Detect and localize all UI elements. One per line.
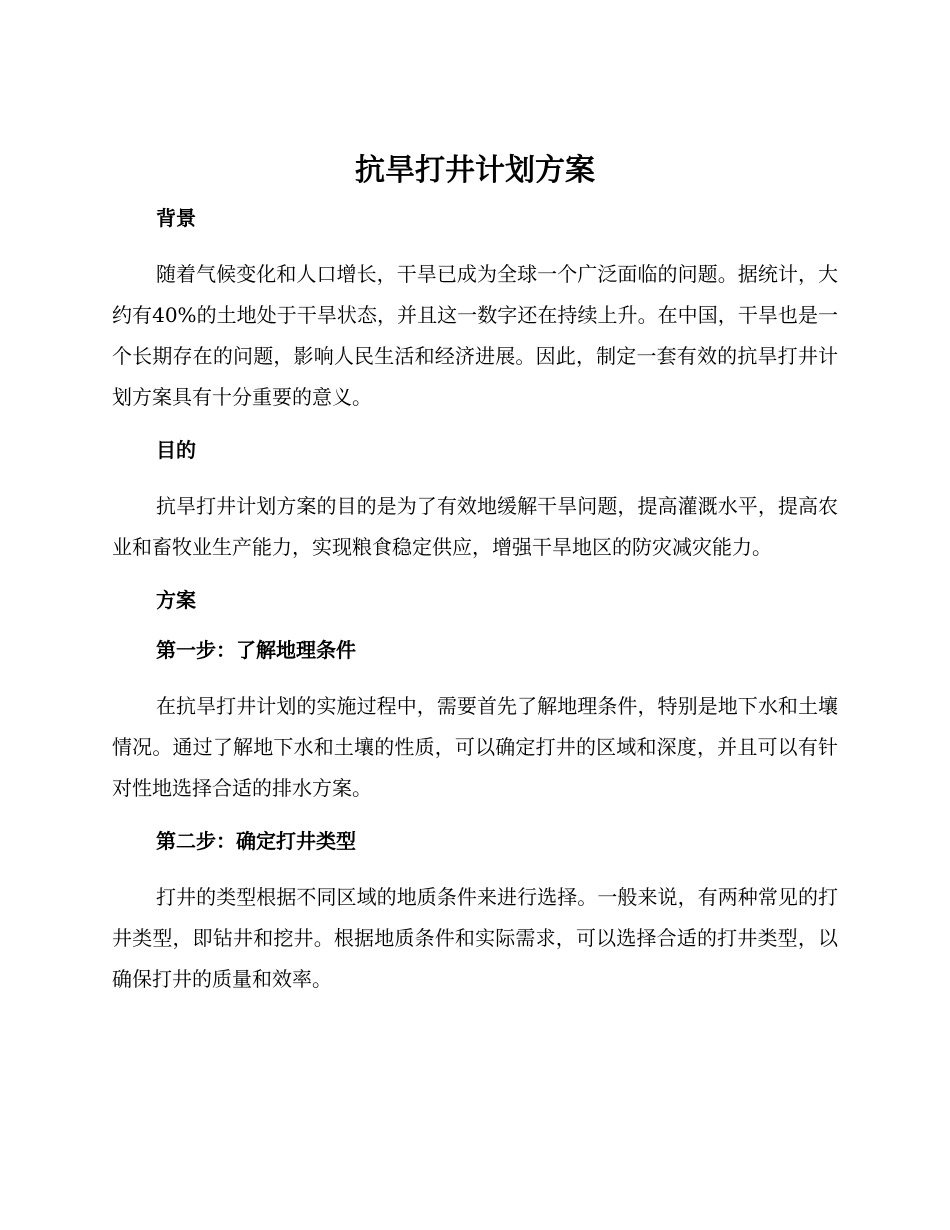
section-heading-purpose: 目的 <box>156 438 196 462</box>
section-heading-plan: 方案 <box>156 588 196 612</box>
document-title: 抗旱打井计划方案 <box>355 153 595 188</box>
paragraph-step1: 在抗旱打井计划的实施过程中，需要首先了解地理条件，特别是地下水和土壤情况。通过了解地下水和土壤的性质，可以确定打井的区域和深度，并且可以有针对性地选择合适的排水方案。 <box>112 694 838 800</box>
section-heading-background: 背景 <box>156 206 196 230</box>
section-heading-step1: 第一步：了解地理条件 <box>156 638 356 662</box>
section-heading-step2: 第二步：确定打井类型 <box>156 829 356 853</box>
paragraph-background: 随着气候变化和人口增长，干旱已成为全球一个广泛面临的问题。据统计，大约有40%的土地处于干旱状态，并且这一数字还在持续上升。在中国，干旱也是一个长期存在的问题，影响人民生活和经济进展。因此，制定一套有效的抗旱打井计划方案具有十分重要的意义。 <box>112 262 838 409</box>
paragraph-step2: 打井的类型根据不同区域的地质条件来进行选择。一般来说，有两种常见的打井类型，即钻井和挖井。根据地质条件和实际需求，可以选择合适的打井类型，以确保打井的质量和效率。 <box>112 885 838 991</box>
paragraph-purpose: 抗旱打井计划方案的目的是为了有效地缓解干旱问题，提高灌溉水平，提高农业和畜牧业生产能力，实现粮食稳定供应，增强干旱地区的防灾减灾能力。 <box>112 494 838 559</box>
